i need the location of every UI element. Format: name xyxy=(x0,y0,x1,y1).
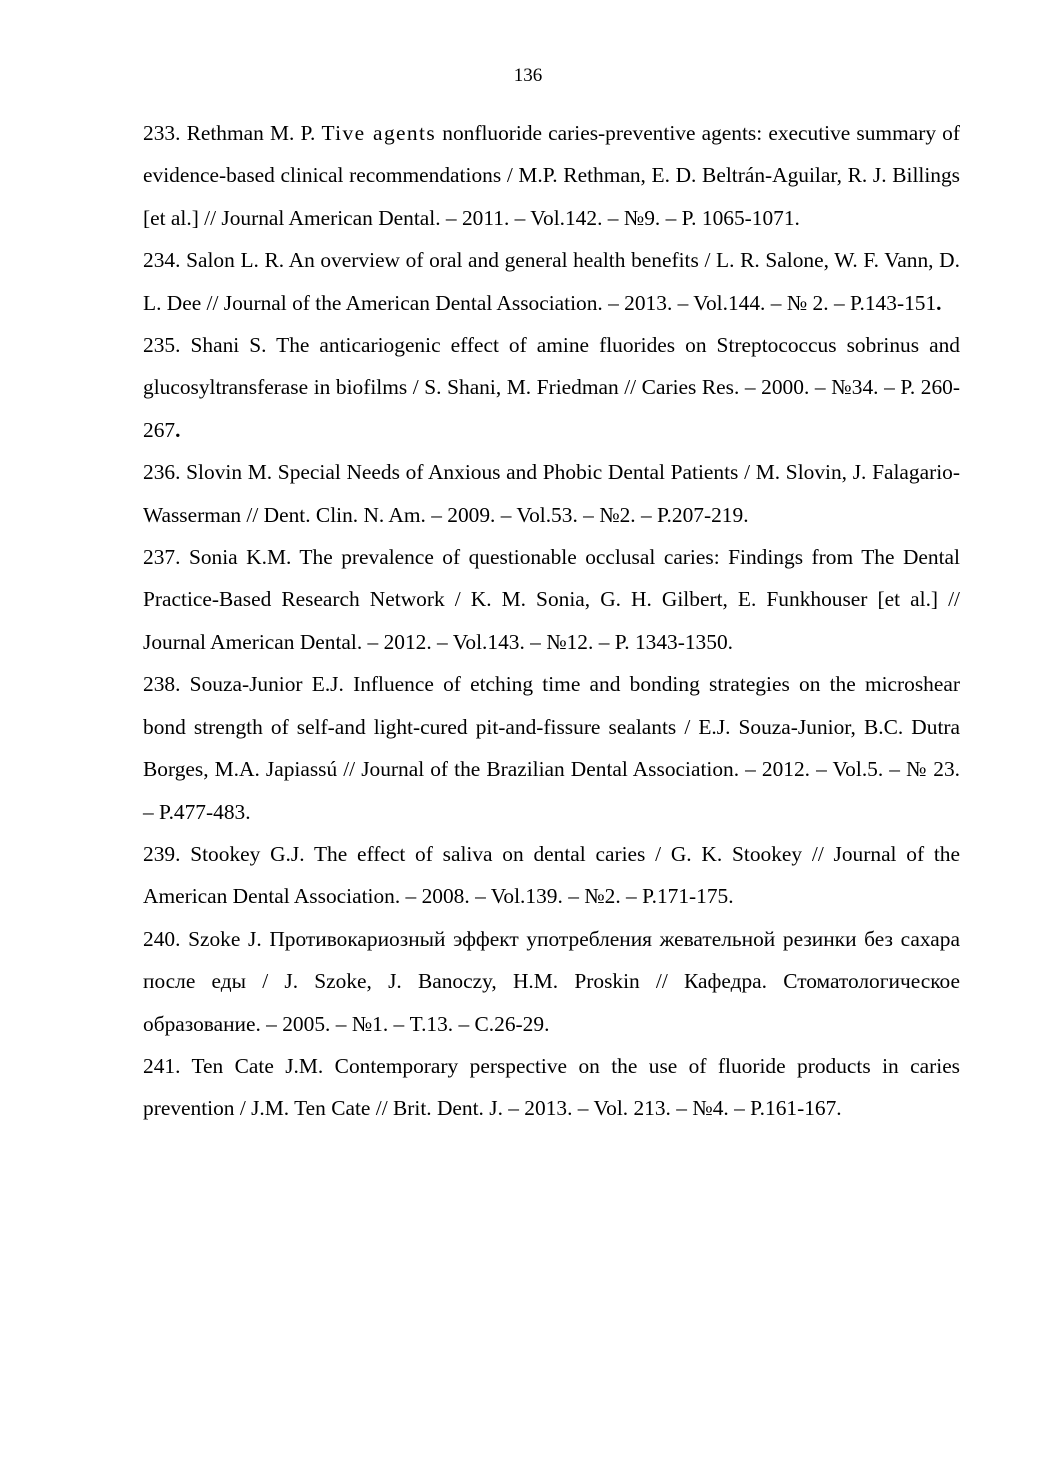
reference-list xyxy=(143,112,960,1130)
reference-number: 238. xyxy=(143,672,181,697)
reference-tail: . xyxy=(936,290,942,315)
reference-item xyxy=(143,1045,960,1130)
reference-text: nonfluoride caries-preventive agents: executive summary of evidence-based clinical recommendations / M.P. Rethman, E. D. Beltrán-Aguilar, R. J. Billings [et al.] // Journal American Dental. – 2011. – Vol.142. – №9. – P. 1065-1071. xyxy=(143,121,960,230)
page-number: 136 xyxy=(513,65,543,86)
reference-item xyxy=(143,112,960,239)
reference-item xyxy=(143,324,960,451)
reference-text: Stookey G.J. The effect of saliva on dental caries / G. K. Stookey // Journal of the American Dental Association. – 2008. – Vol.139. – №2. – P.171-175. xyxy=(143,841,960,909)
reference-number: 237. xyxy=(143,545,181,570)
reference-number: 240. xyxy=(143,926,181,951)
reference-text: Ten Cate J.M. Contemporary perspective on the use of fluoride products in caries prevention / J.M. Ten Cate // Brit. Dent. J. – 2013. – Vol. 213. – №4. – P.161-167. xyxy=(143,1053,961,1121)
reference-number: 234. xyxy=(143,248,181,273)
reference-number: 236. xyxy=(143,460,181,485)
reference-item xyxy=(143,239,960,324)
reference-text: Szoke J. Противокариозный эффект употребления жевательной резинки без сахара после еды / J. Szoke, J. Banoczy, H.M. Proskin // Кафедра. Стоматологическое образование. – 2005. – №1. – T.13. – C.26-29. xyxy=(143,926,960,1036)
reference-number: 233. xyxy=(143,121,181,145)
reference-text: Shani S. The anticariogenic effect of amine fluorides on Streptococcus sobrinus and glucosyltransferase in biofilms / S. Shani, M. Friedman // Caries Res. – 2000. – №34. – P. 260-267 xyxy=(143,333,960,442)
reference-item xyxy=(143,918,960,1045)
reference-text: Rethman M. P. xyxy=(186,121,316,145)
reference-number: 239. xyxy=(143,841,181,866)
reference-item xyxy=(143,536,960,663)
reference-item xyxy=(143,833,960,918)
reference-text-spaced: Tive agents xyxy=(321,121,437,145)
reference-number: 241. xyxy=(143,1053,181,1078)
reference-text: Salon L. R. An overview of oral and general health benefits / L. R. Salone, W. F. Vann, D. L. Dee // Journal of the American Dental Association. – 2013. – Vol.144. – № 2. – P.143-151 xyxy=(143,248,960,315)
reference-text: Slovin M. Special Needs of Anxious and Phobic Dental Patients / M. Slovin, J. Falagario-Wasserman // Dent. Clin. N. Am. – 2009. – Vol.53. – №2. – P.207-219. xyxy=(143,460,960,527)
reference-number: 235. xyxy=(143,333,181,358)
reference-text: Souza-Junior E.J. Influence of etching time and bonding strategies on the microshear bond strength of self-and light-cured pit-and-fissure sealants / E.J. Souza-Junior, B.C. Dutra Borges, M.A. Japiassú // Journal of the Brazilian Dental Association. – 2012. – Vol.5. – № 23. – P.477-483. xyxy=(143,672,960,824)
reference-item xyxy=(143,451,960,536)
reference-item xyxy=(143,663,960,833)
reference-tail: . xyxy=(175,417,181,442)
reference-text: Sonia K.M. The prevalence of questionable occlusal caries: Findings from The Dental Practice-Based Research Network / K. M. Sonia, G. H. Gilbert, E. Funkhouser [et al.] // Journal American Dental. – 2012. – Vol.143. – №12. – P. 1343-1350. xyxy=(143,545,960,654)
